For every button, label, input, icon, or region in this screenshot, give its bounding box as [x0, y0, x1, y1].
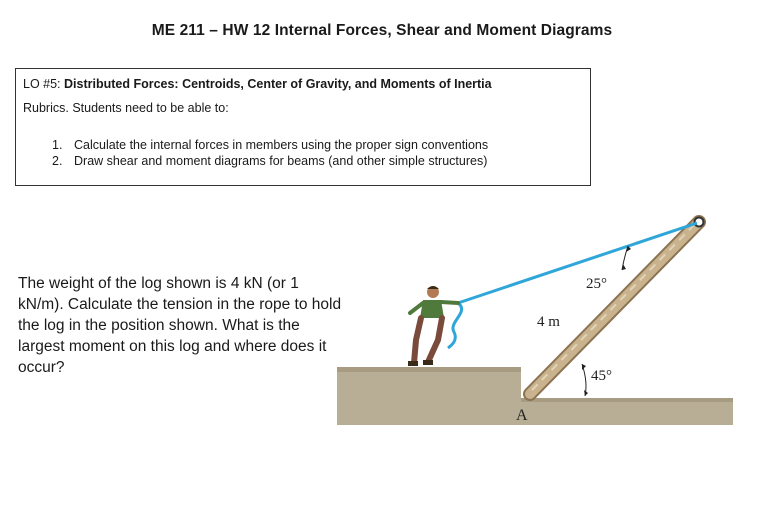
- point-a-label: A: [516, 407, 528, 424]
- rope-tail: [448, 303, 462, 348]
- list-item-text: Calculate the internal forces in members using the proper sign conventions: [74, 138, 489, 152]
- problem-statement: The weight of the log shown is 4 kN (or 1 kN/m). Calculate the tension in the rope to hold the log in the position shown. What is the largest moment on this log and where does it occur?: [18, 275, 342, 376]
- ground-platform-shade: [337, 367, 521, 372]
- ground-lower-top: [521, 398, 733, 402]
- page-title: ME 211 – HW 12 Internal Forces, Shear and Moment Diagrams: [151, 22, 613, 39]
- list-item-text: Draw shear and moment diagrams for beams (and other simple structures): [74, 154, 488, 168]
- log-fill: [530, 222, 699, 394]
- length-label: 4 m: [537, 314, 560, 330]
- lo-prefix: LO #5:: [23, 77, 64, 91]
- list-item-number: 2.: [52, 154, 63, 168]
- angle-label-45: 45°: [591, 368, 612, 384]
- person-pulling-rope: [408, 286, 458, 366]
- lo-title: Distributed Forces: Centroids, Center of Gravity, and Moments of Inertia: [64, 77, 492, 91]
- list-item-number: 1.: [52, 138, 63, 152]
- log-highlight: [532, 222, 697, 390]
- angle-label-25: 25°: [586, 276, 607, 292]
- rubric-text: Rubrics. Students need to be able to:: [23, 101, 229, 115]
